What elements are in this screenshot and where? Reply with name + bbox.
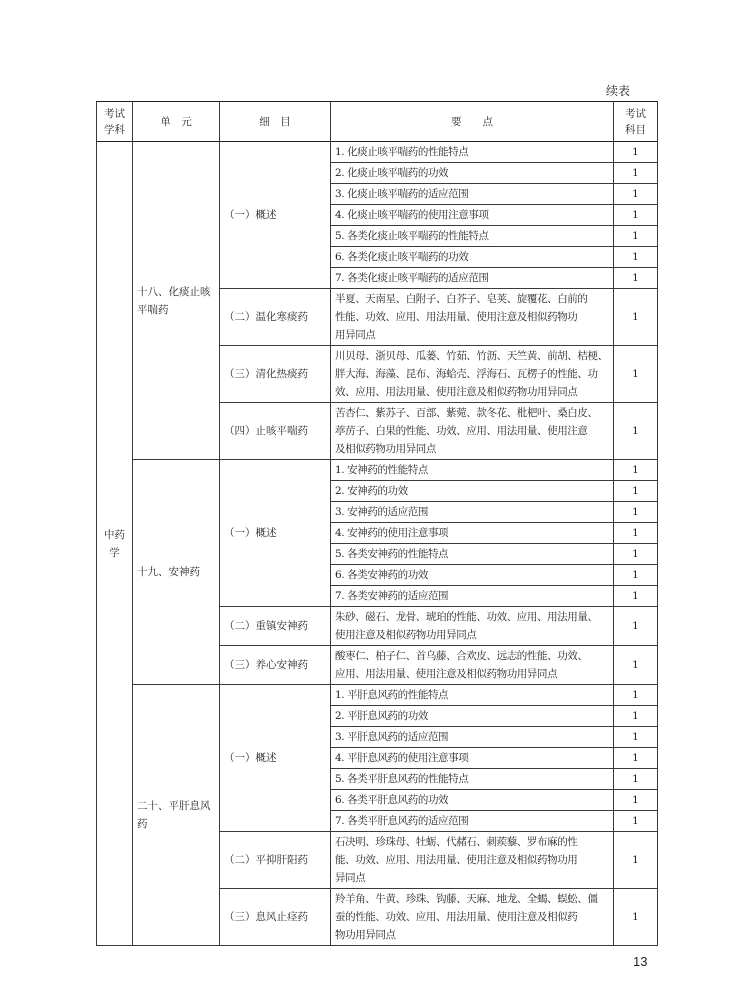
points-line: 川贝母、浙贝母、瓜蒌、竹茹、竹沥、天竺黄、前胡、桔梗、: [335, 350, 608, 362]
points-cell: [331, 727, 614, 748]
table-row: [97, 685, 658, 706]
points-line: 物功用异同点: [335, 929, 396, 941]
points-line: 能、功效、应用、用法用量、使用注意及相似药物功用: [335, 854, 578, 866]
points-cell: [331, 247, 614, 268]
points-cell: [331, 790, 614, 811]
points-line: 朱砂、磁石、龙骨、琥珀的性能、功效、应用、用法用量、: [335, 611, 598, 623]
points-line: 使用注意及相似药物功用异同点: [335, 629, 477, 641]
level-cell: 1: [614, 346, 658, 403]
header-points: 要 点: [331, 102, 614, 142]
points-line: 6. 各类化痰止咳平喘药的功效: [335, 251, 469, 263]
points-line: 7. 各类化痰止咳平喘药的适应范围: [335, 272, 489, 284]
points-cell: [331, 268, 614, 289]
level-cell: 1: [614, 748, 658, 769]
points-line: 应用、用法用量、使用注意及相似药物功用异同点: [335, 668, 558, 680]
points-cell: [331, 481, 614, 502]
level-cell: 1: [614, 403, 658, 460]
detail-cell: （三）清化热痰药: [220, 346, 331, 403]
level-cell: 1: [614, 523, 658, 544]
points-line: 半夏、天南星、白附子、白芥子、皂荚、旋覆花、白前的: [335, 293, 588, 305]
unit-cell: 十九、安神药: [133, 460, 220, 685]
points-line: 1. 平肝息风药的性能特点: [335, 689, 449, 701]
level-cell: 1: [614, 727, 658, 748]
points-line: 2. 平肝息风药的功效: [335, 710, 428, 722]
table-row: [97, 460, 658, 481]
points-line: 6. 各类安神药的功效: [335, 569, 428, 581]
points-line: 效、应用、用法用量、使用注意及相似药物功用异同点: [335, 386, 578, 398]
level-cell: 1: [614, 811, 658, 832]
level-cell: 1: [614, 889, 658, 946]
points-cell: [331, 748, 614, 769]
level-cell: 1: [614, 226, 658, 247]
level-cell: 1: [614, 205, 658, 226]
points-cell: [331, 226, 614, 247]
points-cell: [331, 205, 614, 226]
points-line: 蚕的性能、功效、应用、用法用量、使用注意及相似药: [335, 911, 578, 923]
detail-cell: （一）概述: [220, 685, 331, 832]
points-line: 3. 安神药的适应范围: [335, 506, 428, 518]
points-cell: [331, 523, 614, 544]
points-line: 3. 化痰止咳平喘药的适应范围: [335, 188, 469, 200]
points-line: 石决明、珍珠母、牡蛎、代赭石、刺蒺藜、罗布麻的性: [335, 836, 578, 848]
points-cell: [331, 586, 614, 607]
level-cell: 1: [614, 268, 658, 289]
points-line: 5. 各类化痰止咳平喘药的性能特点: [335, 230, 489, 242]
points-cell: [331, 565, 614, 586]
level-cell: 1: [614, 706, 658, 727]
level-cell: 1: [614, 769, 658, 790]
points-line: 性能、功效、应用、用法用量、使用注意及相似药物功: [335, 311, 578, 323]
page-number: 13: [633, 954, 648, 969]
header-detail: 细 目: [220, 102, 331, 142]
detail-cell: （三）息风止痉药: [220, 889, 331, 946]
detail-cell: （一）概述: [220, 460, 331, 607]
detail-cell: （二）平抑肝阳药: [220, 832, 331, 889]
points-cell: [331, 163, 614, 184]
points-line: 7. 各类平肝息风药的适应范围: [335, 815, 469, 827]
points-cell: [331, 769, 614, 790]
points-line: 4. 平肝息风药的使用注意事项: [335, 752, 469, 764]
points-cell: [331, 346, 614, 403]
header-level: 考试科目: [614, 102, 658, 142]
header-unit: 单 元: [133, 102, 220, 142]
points-line: 及相似药物功用异同点: [335, 443, 436, 455]
points-cell: [331, 289, 614, 346]
detail-cell: （三）养心安神药: [220, 646, 331, 685]
level-cell: 1: [614, 607, 658, 646]
level-cell: 1: [614, 481, 658, 502]
points-line: 胖大海、海藻、昆布、海蛤壳、浮海石、瓦楞子的性能、功: [335, 368, 598, 380]
points-cell: [331, 460, 614, 481]
unit-cell: 二十、平肝息风药: [133, 685, 220, 946]
detail-cell: （二）重镇安神药: [220, 607, 331, 646]
level-cell: 1: [614, 832, 658, 889]
table-row: [97, 142, 658, 163]
points-line: 葶苈子、白果的性能、功效、应用、用法用量、使用注意: [335, 425, 588, 437]
points-line: 7. 各类安神药的适应范围: [335, 590, 449, 602]
points-cell: [331, 184, 614, 205]
table-header-row: [97, 102, 658, 142]
level-cell: 1: [614, 565, 658, 586]
unit-cell: 十八、化痰止咳平喘药: [133, 142, 220, 460]
points-cell: [331, 685, 614, 706]
header-subject: 考试学科: [97, 102, 133, 142]
points-line: 用异同点: [335, 329, 376, 341]
level-cell: 1: [614, 544, 658, 565]
level-cell: 1: [614, 142, 658, 163]
syllabus-table: [96, 101, 658, 946]
points-line: 1. 化痰止咳平喘药的性能特点: [335, 146, 469, 158]
points-line: 6. 各类平肝息风药的功效: [335, 794, 449, 806]
points-cell: [331, 607, 614, 646]
points-line: 羚羊角、牛黄、珍珠、钩藤、天麻、地龙、全蝎、蜈蚣、僵: [335, 893, 598, 905]
points-cell: [331, 889, 614, 946]
continued-label: 续表: [606, 84, 631, 98]
points-cell: [331, 646, 614, 685]
detail-cell: （四）止咳平喘药: [220, 403, 331, 460]
points-line: 3. 平肝息风药的适应范围: [335, 731, 449, 743]
detail-cell: （一）概述: [220, 142, 331, 289]
points-cell: [331, 706, 614, 727]
points-cell: [331, 142, 614, 163]
points-cell: [331, 502, 614, 523]
points-line: 2. 化痰止咳平喘药的功效: [335, 167, 449, 179]
points-cell: [331, 832, 614, 889]
subject-cell: 中药学: [97, 142, 133, 946]
points-line: 异同点: [335, 872, 366, 884]
points-line: 1. 安神药的性能特点: [335, 464, 428, 476]
points-line: 酸枣仁、柏子仁、首乌藤、合欢皮、远志的性能、功效、: [335, 650, 588, 662]
points-line: 4. 化痰止咳平喘药的使用注意事项: [335, 209, 489, 221]
points-cell: [331, 544, 614, 565]
level-cell: 1: [614, 502, 658, 523]
points-line: 苦杏仁、紫苏子、百部、紫菀、款冬花、枇杷叶、桑白皮、: [335, 407, 598, 419]
level-cell: 1: [614, 685, 658, 706]
level-cell: 1: [614, 184, 658, 205]
points-line: 5. 各类安神药的性能特点: [335, 548, 449, 560]
level-cell: 1: [614, 586, 658, 607]
level-cell: 1: [614, 460, 658, 481]
points-line: 4. 安神药的使用注意事项: [335, 527, 449, 539]
level-cell: 1: [614, 163, 658, 184]
points-cell: [331, 403, 614, 460]
level-cell: 1: [614, 289, 658, 346]
points-cell: [331, 811, 614, 832]
level-cell: 1: [614, 646, 658, 685]
points-line: 5. 各类平肝息风药的性能特点: [335, 773, 469, 785]
detail-cell: （二）温化寒痰药: [220, 289, 331, 346]
level-cell: 1: [614, 247, 658, 268]
level-cell: 1: [614, 790, 658, 811]
points-line: 2. 安神药的功效: [335, 485, 408, 497]
